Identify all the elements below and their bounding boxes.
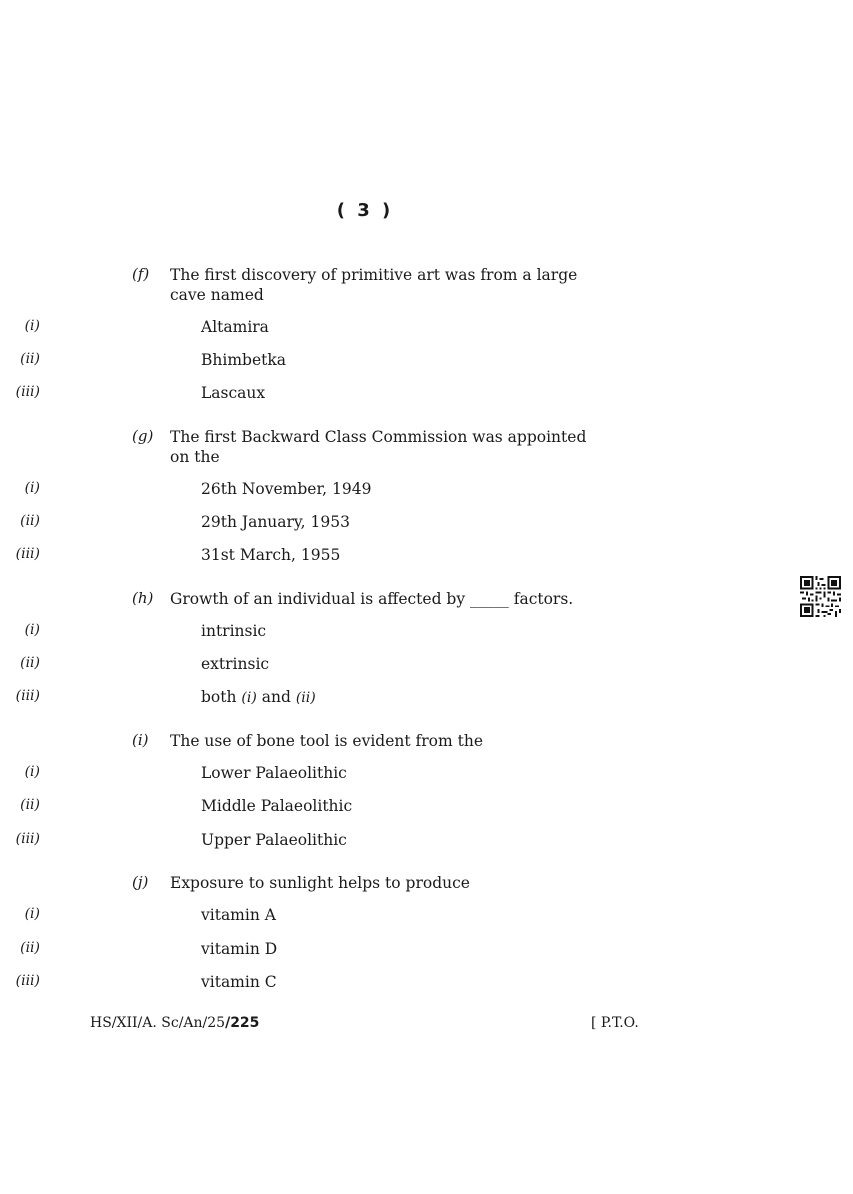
qr-code-icon xyxy=(800,576,841,617)
option xyxy=(0,688,700,710)
question-text: Growth of an individual is affected by _____ factors. xyxy=(170,590,574,608)
option xyxy=(0,318,700,340)
option-text: Upper Palaeolithic xyxy=(201,831,347,849)
option xyxy=(0,655,700,677)
option-label: (iii) xyxy=(15,688,40,704)
option-text: intrinsic xyxy=(201,622,267,640)
option xyxy=(0,622,700,644)
option-text: Middle Palaeolithic xyxy=(201,797,353,815)
option-text: extrinsic xyxy=(201,655,270,673)
option-label: (ii) xyxy=(20,351,40,367)
question-label: (g) xyxy=(132,427,154,445)
option xyxy=(0,906,700,928)
option-text xyxy=(201,688,316,706)
option xyxy=(0,831,700,853)
option-label: (iii) xyxy=(15,546,40,562)
option-reference: (i) xyxy=(241,690,257,706)
question-label: (j) xyxy=(132,873,149,891)
option xyxy=(0,973,700,995)
option xyxy=(0,546,700,568)
question-text: Exposure to sunlight helps to produce xyxy=(170,874,470,892)
question-label: (h) xyxy=(132,589,154,607)
option-label: (ii) xyxy=(20,513,40,529)
option-label: (i) xyxy=(24,480,40,496)
option-reference: (ii) xyxy=(295,690,316,706)
option-label: (ii) xyxy=(20,940,40,956)
option-label: (i) xyxy=(24,764,40,780)
option-label: (ii) xyxy=(20,655,40,671)
paper-code-prefix: HS/XII/A. Sc/An/25 xyxy=(90,1015,226,1031)
question-text: The first discovery of primitive art was from a large cave named xyxy=(170,266,578,304)
page-number: ( 3 ) xyxy=(336,200,394,221)
option-text: Altamira xyxy=(201,318,269,336)
option-text: 26th November, 1949 xyxy=(201,480,372,498)
option-text: Lower Palaeolithic xyxy=(201,764,347,782)
option-text: vitamin A xyxy=(201,906,276,924)
option-text: 29th January, 1953 xyxy=(201,513,350,531)
option-text: vitamin D xyxy=(201,940,278,958)
option xyxy=(0,480,700,502)
paper-code-suffix: /225 xyxy=(225,1015,260,1031)
question-text: The use of bone tool is evident from the xyxy=(170,732,484,750)
option-label: (ii) xyxy=(20,797,40,813)
option-label: (i) xyxy=(24,318,40,334)
paper-code xyxy=(90,1015,259,1031)
question-label: (i) xyxy=(132,731,149,749)
option-label: (iii) xyxy=(15,384,40,400)
option-text: 31st March, 1955 xyxy=(201,546,341,564)
option xyxy=(0,797,700,819)
option-text-part: and xyxy=(261,688,291,706)
option xyxy=(0,764,700,786)
question-text: The first Backward Class Commission was appointed on the xyxy=(170,428,587,466)
option-text: Bhimbetka xyxy=(201,351,286,369)
option-label: (iii) xyxy=(15,973,40,989)
option-text-part: both xyxy=(201,688,237,706)
pto-label: [ P.T.O. xyxy=(591,1015,639,1031)
option-label: (i) xyxy=(24,906,40,922)
option-text: vitamin C xyxy=(201,973,277,991)
option-text: Lascaux xyxy=(201,384,266,402)
question-label: (f) xyxy=(132,265,150,283)
option xyxy=(0,384,700,406)
option xyxy=(0,940,700,962)
option xyxy=(0,513,700,535)
option xyxy=(0,351,700,373)
option-label: (i) xyxy=(24,622,40,638)
option-label: (iii) xyxy=(15,831,40,847)
